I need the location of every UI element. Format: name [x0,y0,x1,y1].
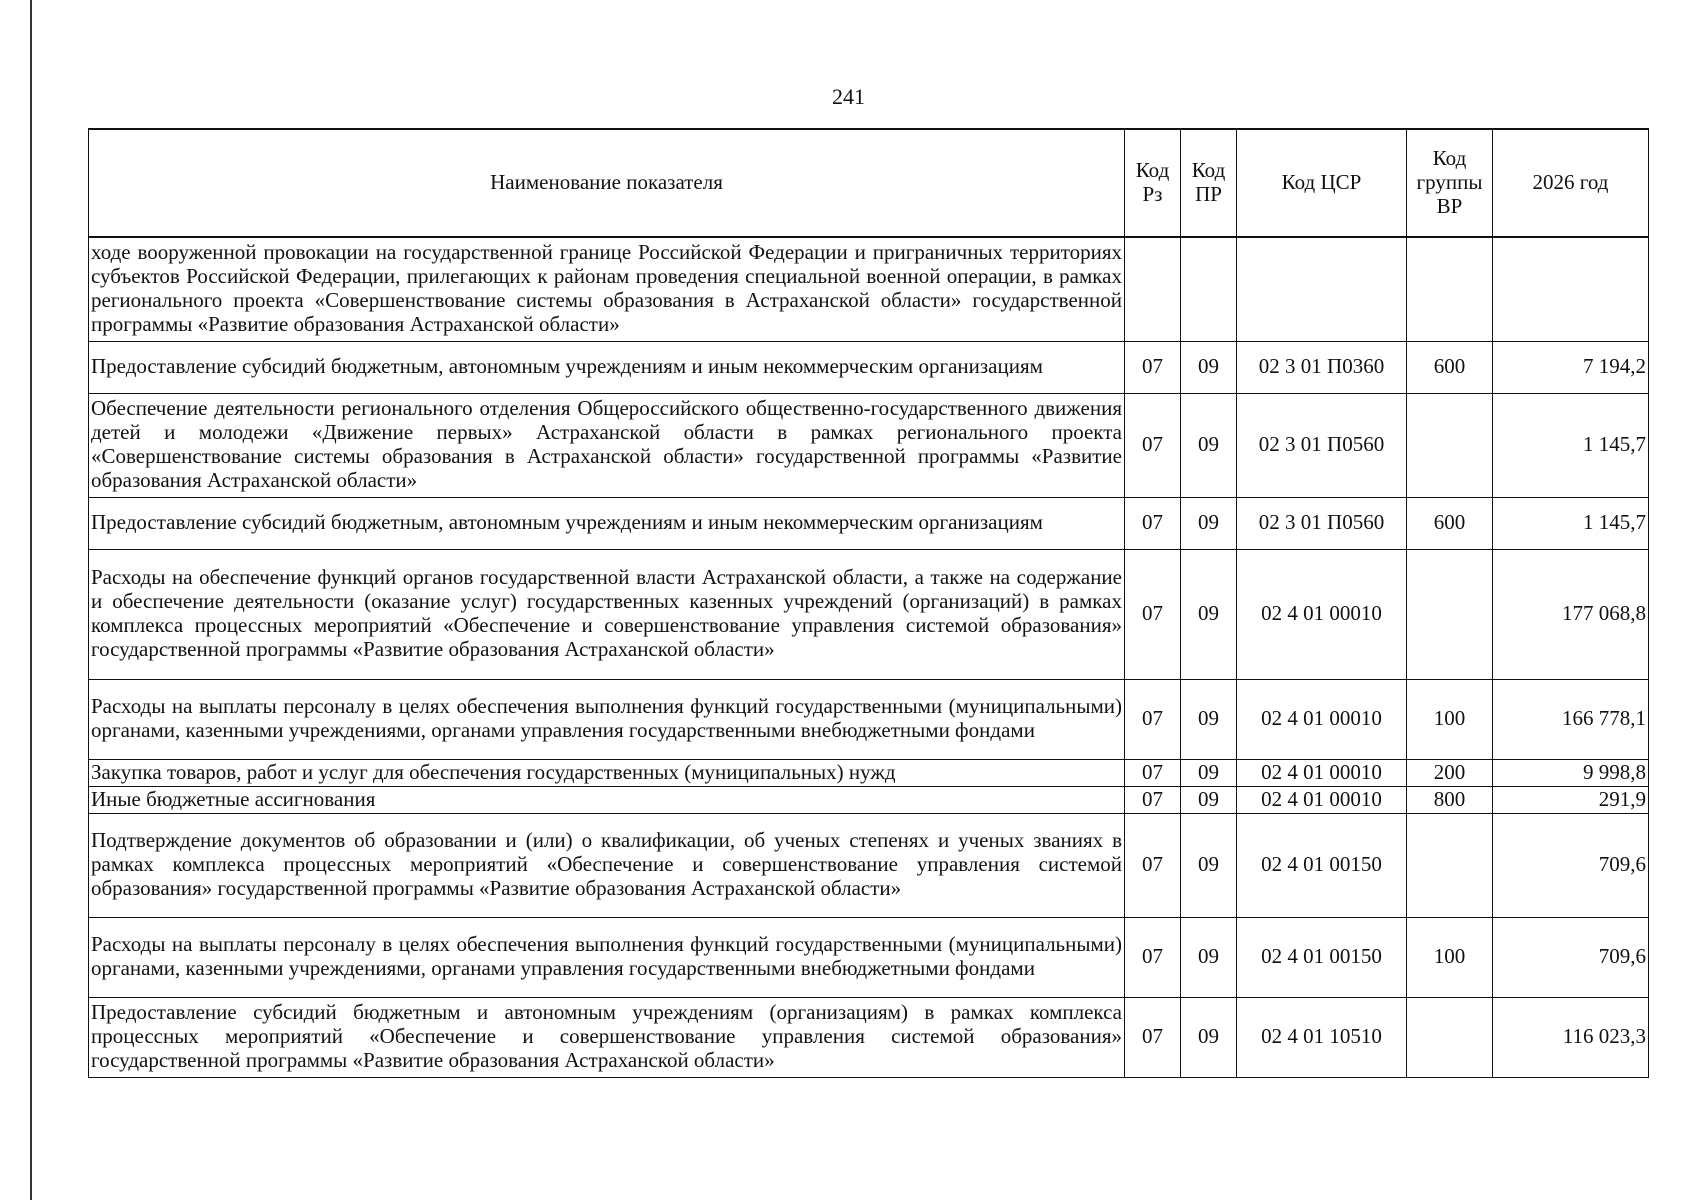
table-row [89,497,1649,549]
row-pr: 09 [1181,759,1237,786]
table-row [89,341,1649,393]
row-vr: 100 [1407,679,1493,759]
header-pr: Код ПР [1181,129,1237,237]
budget-table [88,128,1649,1078]
row-sum: 7 194,2 [1493,341,1649,393]
row-name: Закупка товаров, работ и услуг для обеспечения государственных (муниципальных) нужд [89,759,1125,786]
row-sum: 1 145,7 [1493,393,1649,497]
row-sum: 709,6 [1493,813,1649,917]
row-rz: 07 [1125,679,1181,759]
row-pr: 09 [1181,549,1237,679]
row-csr: 02 4 01 00010 [1237,549,1407,679]
table-row [89,997,1649,1077]
row-csr: 02 4 01 10510 [1237,997,1407,1077]
row-rz: 07 [1125,786,1181,813]
table-row [89,549,1649,679]
row-pr: 09 [1181,393,1237,497]
row-name: Расходы на выплаты персоналу в целях обеспечения выполнения функций государственными (муниципальными) органами, казенными учреждениями, органами управления государственными внебюджетными фондами [89,917,1125,997]
table-row [89,759,1649,786]
row-sum: 291,9 [1493,786,1649,813]
header-vr: Код группы ВР [1407,129,1493,237]
row-rz: 07 [1125,341,1181,393]
row-csr: 02 4 01 00150 [1237,917,1407,997]
row-vr: 800 [1407,786,1493,813]
row-vr: 100 [1407,917,1493,997]
binding-line [30,0,32,1200]
row-csr: 02 4 01 00010 [1237,759,1407,786]
page-number: 241 [832,84,865,109]
row-csr: 02 3 01 П0560 [1237,497,1407,549]
row-pr: 09 [1181,997,1237,1077]
row-sum: 177 068,8 [1493,549,1649,679]
row-csr: 02 4 01 00010 [1237,786,1407,813]
table-row [89,917,1649,997]
table-row [89,393,1649,497]
row-name: Расходы на обеспечение функций органов государственной власти Астраханской области, а также на содержание и обеспечение деятельности (оказание услуг) государственных казенных учреждений (организаций) в рамках комплекса процессных мероприятий «Обеспечение и совершенствование управления системой образования» государственной программы «Развитие образования Астраханской области» [89,549,1125,679]
row-pr: 09 [1181,497,1237,549]
row-vr [1407,813,1493,917]
row-csr: 02 3 01 П0360 [1237,341,1407,393]
row-csr [1237,237,1407,341]
row-vr [1407,237,1493,341]
row-csr: 02 4 01 00010 [1237,679,1407,759]
header-sum: 2026 год [1493,129,1649,237]
row-sum: 166 778,1 [1493,679,1649,759]
row-vr [1407,549,1493,679]
table-row [89,786,1649,813]
header-csr: Код ЦСР [1237,129,1407,237]
row-pr: 09 [1181,813,1237,917]
row-rz: 07 [1125,813,1181,917]
row-rz: 07 [1125,917,1181,997]
row-csr: 02 4 01 00150 [1237,813,1407,917]
row-sum: 116 023,3 [1493,997,1649,1077]
row-pr: 09 [1181,786,1237,813]
row-rz: 07 [1125,497,1181,549]
table-header-row [89,129,1649,237]
row-name: Предоставление субсидий бюджетным, автономным учреждениям и иным некоммерческим организациям [89,341,1125,393]
row-pr: 09 [1181,341,1237,393]
row-name: Расходы на выплаты персоналу в целях обеспечения выполнения функций государственными (муниципальными) органами, казенными учреждениями, органами управления государственными внебюджетными фондами [89,679,1125,759]
row-rz: 07 [1125,393,1181,497]
row-pr [1181,237,1237,341]
row-vr [1407,393,1493,497]
row-sum [1493,237,1649,341]
row-vr: 600 [1407,341,1493,393]
row-name: Обеспечение деятельности регионального отделения Общероссийского общественно-государственного движения детей и молодежи «Движение первых» Астраханской области в рамках регионального проекта «Совершенствование системы образования в Астраханской области» государственной программы «Развитие образования Астраханской области» [89,393,1125,497]
row-vr [1407,997,1493,1077]
row-name: Предоставление субсидий бюджетным и автономным учреждениям (организациям) в рамках комплекса процессных мероприятий «Обеспечение и совершенствование управления системой образования» государственной программы «Развитие образования Астраханской области» [89,997,1125,1077]
header-rz: Код Рз [1125,129,1181,237]
row-rz: 07 [1125,759,1181,786]
header-name: Наименование показателя [89,129,1125,237]
row-name: ходе вооруженной провокации на государственной границе Российской Федерации и приграничных территориях субъектов Российской Федерации, прилегающих к районам проведения специальной военной операции, в рамках регионального проекта «Совершенствование системы образования в Астраханской области» государственной программы «Развитие образования Астраханской области» [89,237,1125,341]
table-row [89,679,1649,759]
table-row [89,237,1649,341]
row-name: Предоставление субсидий бюджетным, автономным учреждениям и иным некоммерческим организациям [89,497,1125,549]
row-pr: 09 [1181,917,1237,997]
row-pr: 09 [1181,679,1237,759]
table-row [89,813,1649,917]
row-name: Подтверждение документов об образовании и (или) о квалификации, об ученых степенях и ученых званиях в рамках комплекса процессных мероприятий «Обеспечение и совершенствование управления системой образования» государственной программы «Развитие образования Астраханской области» [89,813,1125,917]
row-sum: 709,6 [1493,917,1649,997]
row-rz [1125,237,1181,341]
row-rz: 07 [1125,997,1181,1077]
row-sum: 9 998,8 [1493,759,1649,786]
row-csr: 02 3 01 П0560 [1237,393,1407,497]
row-vr: 200 [1407,759,1493,786]
row-name: Иные бюджетные ассигнования [89,786,1125,813]
row-vr: 600 [1407,497,1493,549]
row-rz: 07 [1125,549,1181,679]
row-sum: 1 145,7 [1493,497,1649,549]
